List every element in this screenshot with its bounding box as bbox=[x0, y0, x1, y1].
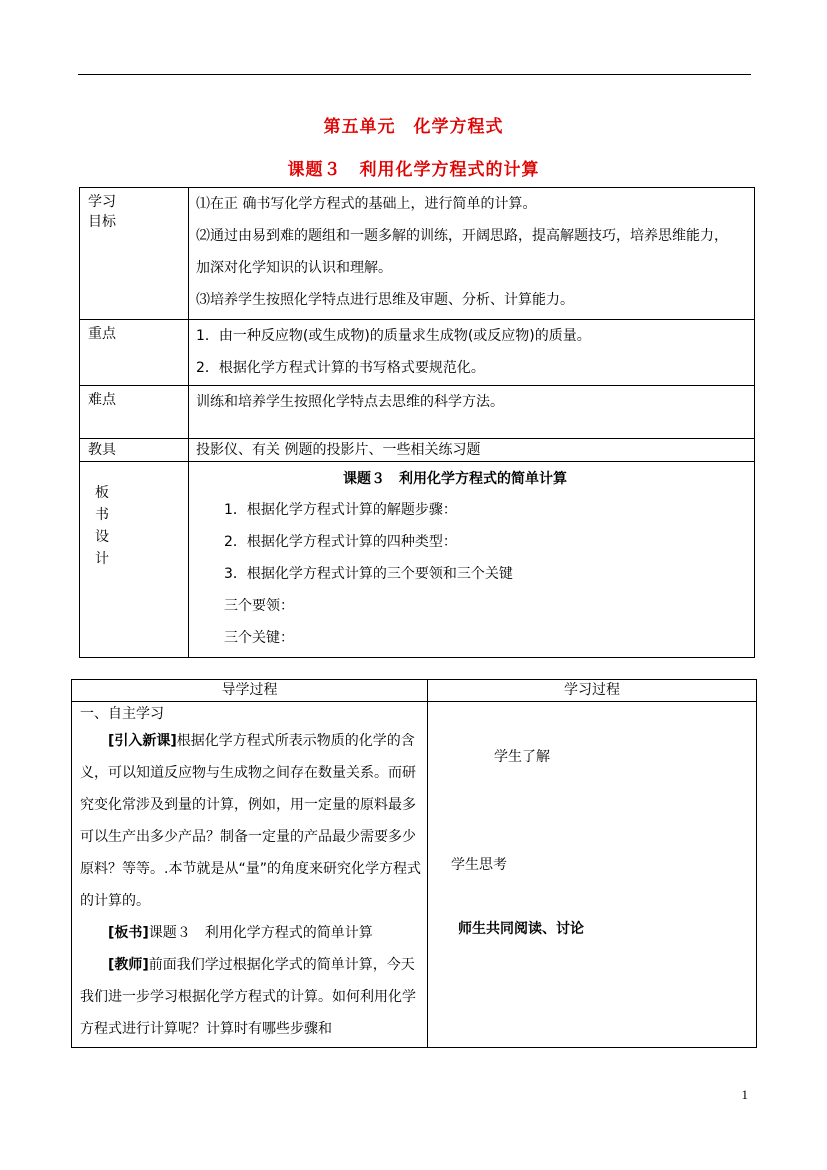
process-table bbox=[71, 679, 757, 1048]
board-paragraph bbox=[80, 917, 421, 949]
goal-item: ⑴在正 确书写化学方程式的基础上，进行简单的计算。 bbox=[196, 196, 537, 212]
key-point: 2．根据化学方程式计算的书写格式要规范化。 bbox=[196, 360, 485, 376]
goal-item: ⑶培养学生按照化学特点进行思维及审题、分析、计算能力。 bbox=[196, 292, 574, 308]
tools-row bbox=[80, 439, 755, 462]
difficulty-row bbox=[80, 386, 755, 439]
board-line: 3．根据化学方程式计算的三个要领和三个关键 bbox=[224, 566, 513, 582]
board-label-char: 计 bbox=[95, 551, 109, 567]
col-header-guide: 导学过程 bbox=[72, 680, 428, 702]
board-line: 三个要领： bbox=[224, 598, 294, 614]
tools-label: 教具 bbox=[80, 439, 189, 462]
board-row bbox=[80, 462, 755, 658]
student-note: 学生思考 bbox=[451, 857, 507, 873]
board-line: 1．根据化学方程式计算的解题步骤： bbox=[224, 502, 457, 518]
student-note: 学生了解 bbox=[494, 749, 550, 765]
process-body-row bbox=[72, 702, 757, 1048]
key-label: 重点 bbox=[80, 320, 189, 386]
difficulty-label: 难点 bbox=[80, 386, 189, 439]
intro-paragraph bbox=[80, 725, 421, 917]
board-line: 2．根据化学方程式计算的四种类型： bbox=[224, 534, 457, 550]
unit-title: 第五单元 化学方程式 bbox=[323, 117, 504, 137]
board-label bbox=[80, 462, 189, 658]
goal-item: 加深对化学知识的认识和理解。 bbox=[196, 260, 392, 276]
board-label-char: 设 bbox=[95, 529, 109, 545]
process-header-row bbox=[72, 680, 757, 702]
teacher-text: 前面我们学过根据化学式的简单计算，今天我们进一步学习根据化学方程式的计算。如何利用化学方程式进行计算呢？计算时有哪些步骤和 bbox=[80, 957, 416, 1037]
board-tag: [板书] bbox=[108, 925, 149, 941]
guide-column bbox=[72, 702, 428, 1048]
board-title: 课题３ 利用化学方程式的简单计算 bbox=[343, 471, 567, 487]
learning-column bbox=[428, 702, 757, 1048]
goals-row bbox=[80, 188, 755, 320]
header-rule bbox=[78, 74, 751, 75]
goal-item: ⑵通过由易到难的题组和一题多解的训练，开阔思路，提高解题技巧，培养思维能力， bbox=[196, 228, 728, 244]
board-content bbox=[189, 462, 755, 658]
section-heading: 一、自主学习 bbox=[80, 706, 164, 722]
lesson-plan-table bbox=[79, 187, 755, 658]
page-number: 1 bbox=[741, 1087, 748, 1102]
difficulty-text: 训练和培养学生按照化学特点去思维的科学方法。 bbox=[196, 394, 504, 410]
goals-label bbox=[80, 188, 189, 320]
goals-label-line2: 目标 bbox=[88, 214, 116, 230]
tools-content bbox=[189, 439, 755, 462]
lesson-title: 课题３ 利用化学方程式的计算 bbox=[287, 160, 540, 180]
teacher-paragraph bbox=[80, 949, 421, 1045]
board-label-char: 书 bbox=[95, 507, 109, 523]
intro-text: 根据化学方程式所表示物质的化学的含义，可以知道反应物与生成物之间存在数量关系。而研究变化常涉及到量的计算，例如，用一定量的原料最多可以生产出多少产品？制备一定量的产品最少需要多少原料？等等。.本节就是从“量”的角度来研究化学方程式的计算的。 bbox=[80, 733, 421, 909]
key-row bbox=[80, 320, 755, 386]
key-content bbox=[189, 320, 755, 386]
board-line: 三个关键： bbox=[224, 630, 294, 646]
board-label-char: 板 bbox=[95, 485, 109, 501]
tools-text: 投影仪、有关 例题的投影片、一些相关练习题 bbox=[196, 442, 481, 458]
board-text: 课题３ 利用化学方程式的简单计算 bbox=[148, 925, 373, 941]
key-point: 1．由一种反应物(或生成物)的质量求生成物(或反应物)的质量。 bbox=[196, 328, 591, 344]
student-note: 师生共同阅读、讨论 bbox=[458, 921, 584, 937]
goals-content bbox=[189, 188, 755, 320]
difficulty-content bbox=[189, 386, 755, 439]
col-header-learning: 学习过程 bbox=[428, 680, 757, 702]
teacher-tag: [教师] bbox=[108, 957, 149, 973]
goals-label-line1: 学习 bbox=[88, 194, 116, 210]
intro-tag: [引入新课] bbox=[108, 733, 177, 749]
